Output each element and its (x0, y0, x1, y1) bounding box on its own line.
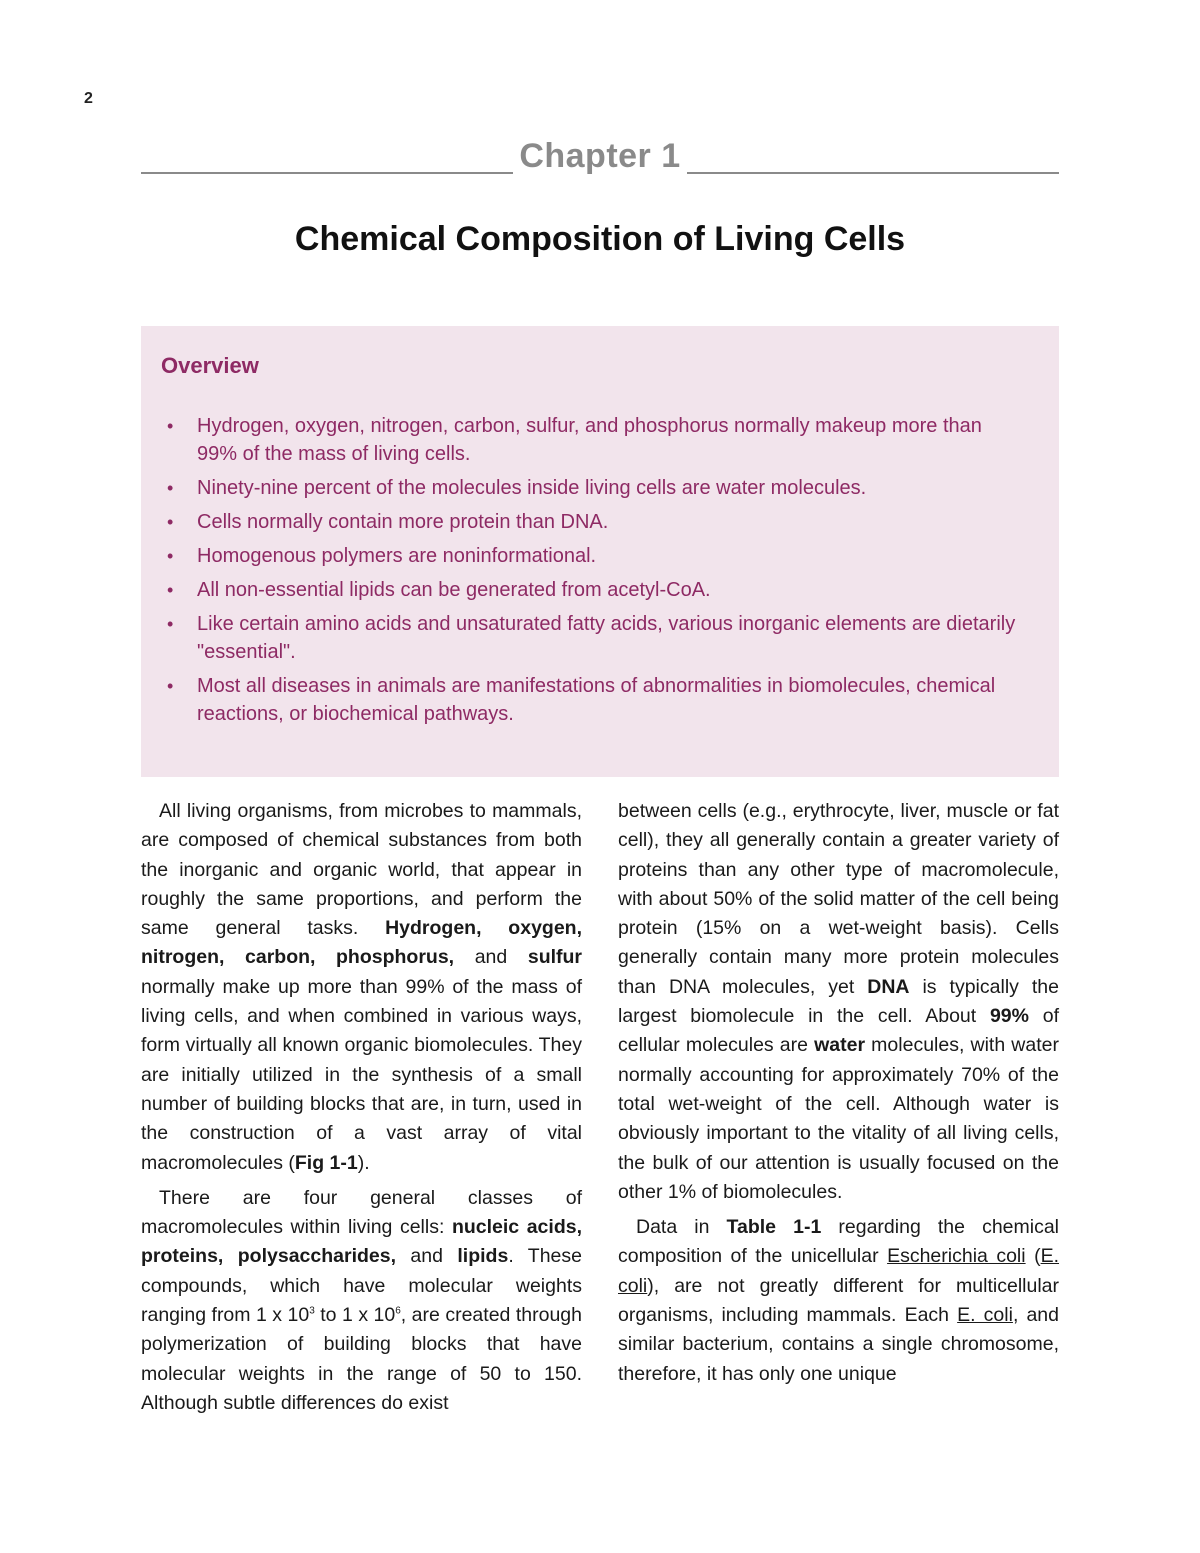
body-column-right (618, 797, 1059, 1395)
overview-item (161, 576, 1017, 604)
bullet-icon: • (167, 478, 174, 498)
text-run: is typically the largest biomolecule in the cell. About (618, 975, 1059, 1028)
text-run: between cells (e.g., erythrocyte, liver, muscle or fat cell), they all generally contain a greater variety of proteins than any other type of macromolecule, with about 50% of the solid matter of the cell being protein (15% on a wet-weight basis). Cells generally contain many more protein molecules than DNA molecules, yet (618, 800, 1059, 998)
chapter-label-wrap (141, 136, 1059, 176)
overview-item (161, 474, 1017, 502)
bullet-icon: • (167, 580, 174, 600)
chapter-title: Chemical Composition of Living Cells (294, 220, 906, 258)
bullet-icon: • (167, 676, 174, 696)
overview-item (161, 610, 1017, 666)
text-run: ( (1025, 1245, 1041, 1268)
bold-term: 99% (989, 1005, 1029, 1028)
body-column-left (141, 797, 582, 1424)
bold-term: sulfur (527, 946, 583, 969)
text-run: to 1 x 10 (314, 1304, 396, 1327)
superscript: 3 (309, 1305, 315, 1317)
text-run: and (454, 946, 528, 969)
bold-term: Hydrogen, oxygen, nitrogen, carbon, phosphorus, (141, 917, 582, 969)
figure-reference: Fig 1-1 (294, 1151, 358, 1174)
text-run: ), are not greatly different for multicellular organisms, including mammals. Each (618, 1274, 1059, 1327)
overview-item (161, 412, 1017, 468)
bold-term: nucleic acids, proteins, polysaccharides, (141, 1216, 582, 1268)
bullet-icon: • (167, 512, 174, 532)
chapter-header (141, 136, 1059, 176)
text-run: regarding the chemical composition of the unicellular (618, 1216, 1060, 1268)
bold-term: DNA (867, 975, 910, 998)
overview-item-text: Homogenous polymers are noninformational. (197, 545, 597, 567)
superscript: 6 (395, 1305, 401, 1317)
overview-item-text: Ninety-nine percent of the molecules inside living cells are water molecules. (197, 477, 867, 499)
body-paragraph-2 (141, 1184, 582, 1418)
species-name: E. coli (957, 1304, 1013, 1327)
table-reference: Table 1-1 (726, 1216, 822, 1239)
text-run: All living organisms, from microbes to mammals, are composed of chemical substances from both the inorganic and organic world, that appear in roughly the same proportions, and perform the same general tasks. (141, 800, 582, 940)
overview-item-text: Most all diseases in animals are manifestations of abnormalities in biomolecules, chemical reactions, or biochemical pathways. (197, 675, 996, 725)
text-run: of cellular molecules are (618, 1005, 1059, 1057)
text-run: , are created through polymerization of building blocks that have molecular weights in the range of 50 to 150. Although subtle differences do exist (141, 1304, 582, 1414)
overview-list (161, 412, 1039, 728)
text-run: There are four general classes of macromolecules within living cells: (141, 1186, 582, 1239)
text-run: Data in (636, 1216, 727, 1239)
text-run: , and similar bacterium, contains a single chromosome, therefore, it has only one unique (618, 1304, 1059, 1385)
body-paragraph-3 (618, 797, 1059, 1207)
bullet-icon: • (167, 416, 174, 436)
overview-item-text: Cells normally contain more protein than DNA. (197, 511, 609, 533)
body-paragraph-4 (618, 1213, 1059, 1389)
text-run: ). (357, 1151, 370, 1174)
text-run: normally make up more than 99% of the mass of living cells, and when combined in various ways, form virtually all known organic biomolecules. They are initially utilized in the synthesis of a small number of building blocks that are, in turn, used in the construction of a vast array of vital macromolecules ( (141, 975, 582, 1174)
overview-box (141, 326, 1059, 777)
overview-item (161, 508, 1017, 536)
species-name: Escherichia coli (887, 1245, 1026, 1268)
bold-term: water (814, 1034, 866, 1057)
text-run: molecules, with water normally accounting for approximately 70% of the total wet-weight of the cell. Although water is obviously important to the vitality of all living cells, the bulk of our attention is usually focused on the other 1% of biomolecules. (618, 1034, 1059, 1203)
overview-item (161, 672, 1017, 728)
bold-term: lipids (457, 1245, 509, 1268)
overview-item-text: Like certain amino acids and unsaturated fatty acids, various inorganic elements are dietarily "essential". (197, 613, 1016, 663)
overview-heading: Overview (161, 353, 259, 378)
bullet-icon: • (167, 614, 174, 634)
species-name: E. coli (618, 1245, 1060, 1297)
body-paragraph-1 (141, 797, 582, 1178)
overview-item-text: Hydrogen, oxygen, nitrogen, carbon, sulfur, and phosphorus normally makeup more than 99% of the mass of living cells. (197, 415, 982, 465)
page-number: 2 (84, 90, 93, 107)
bullet-icon: • (167, 546, 174, 566)
chapter-label: Chapter 1 (513, 137, 686, 175)
text-run: and (396, 1245, 458, 1268)
overview-item (161, 542, 1017, 570)
text-run: . These compounds, which have molecular weights ranging from 1 x 10 (141, 1245, 582, 1327)
overview-item-text: All non-essential lipids can be generated from acetyl-CoA. (197, 579, 711, 601)
